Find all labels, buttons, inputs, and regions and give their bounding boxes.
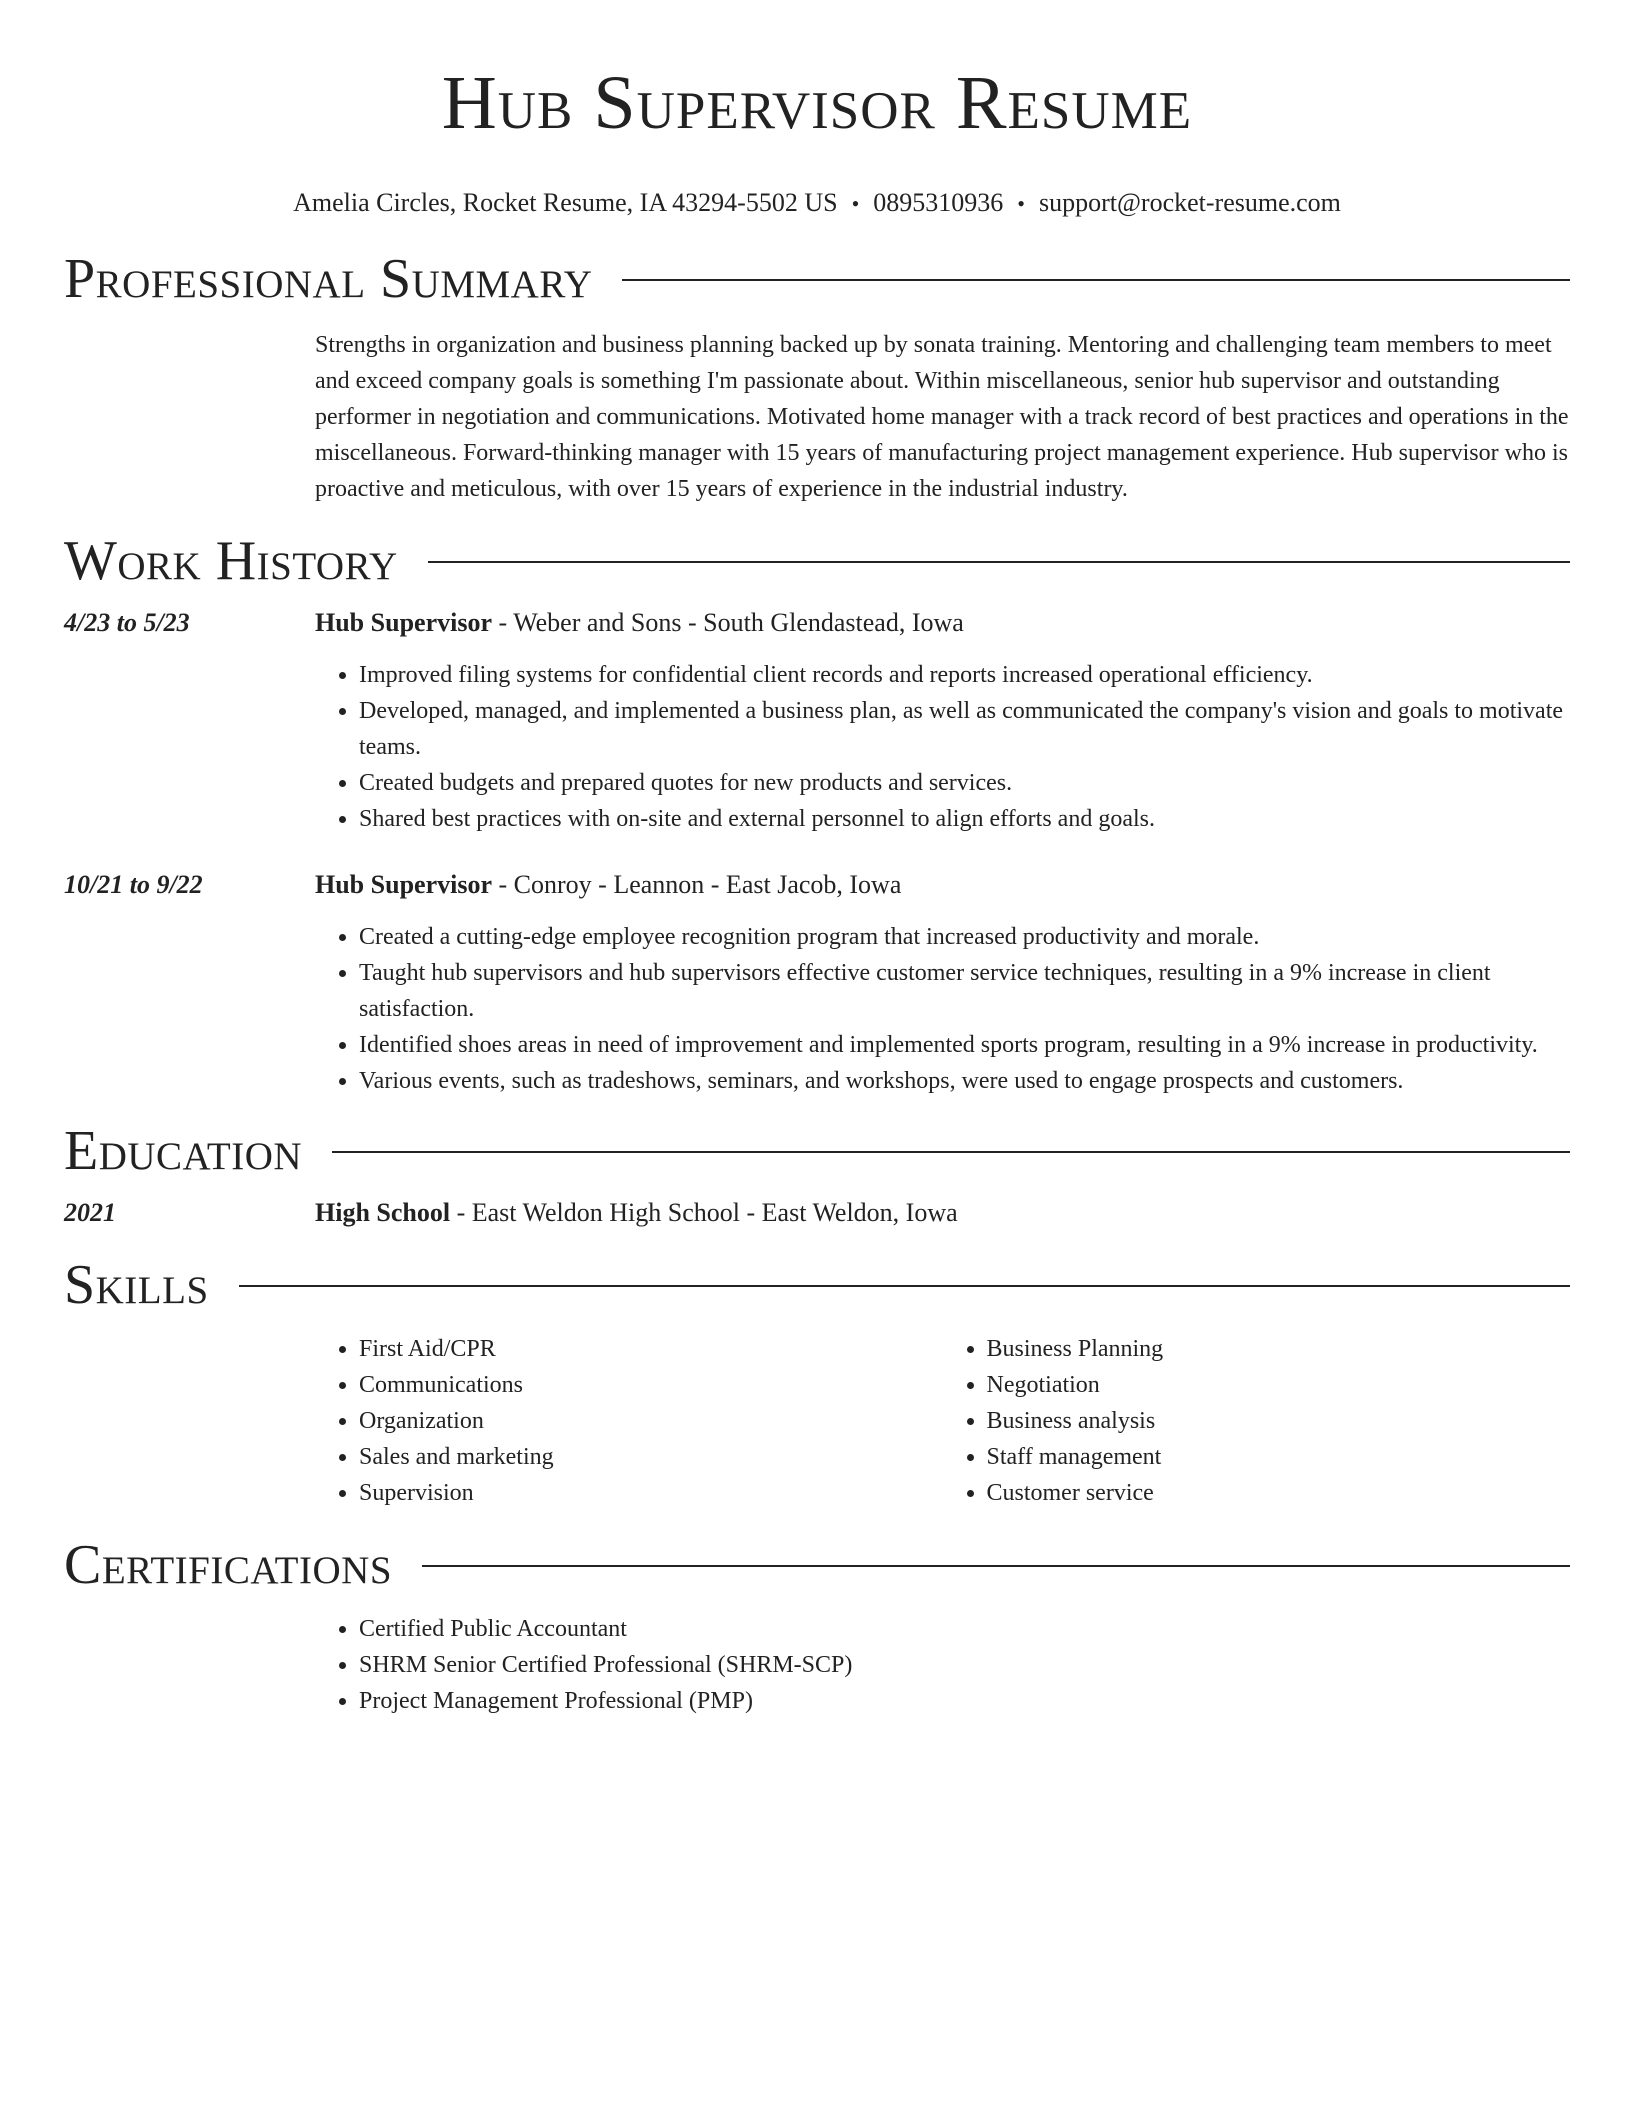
education-heading: [315, 1195, 1570, 1231]
section-divider: [422, 1565, 1570, 1567]
job-details: - Weber and Sons - South Glendastead, Iowa: [492, 608, 964, 637]
list-item: • Taught hub supervisors and hub supervisors effective customer service techniques, resulting in a 9% increase in client satisfaction.: [359, 955, 1570, 1027]
section-divider: [332, 1151, 1570, 1153]
job-entry: [64, 605, 1570, 837]
list-item: • Customer service: [987, 1475, 1571, 1511]
certifications-row: [64, 1611, 1570, 1719]
list-item: • Business analysis: [987, 1403, 1571, 1439]
section-heading: Skills: [64, 1254, 209, 1316]
list-item: • Various events, such as tradeshows, seminars, and workshops, were used to engage prospects and customers.: [359, 1063, 1570, 1099]
job-bullets: [315, 919, 1570, 1099]
list-item: • Shared best practices with on-site and external personnel to align efforts and goals.: [359, 801, 1570, 837]
job-dates: 4/23 to 5/23: [64, 608, 190, 637]
section-summary-header: [64, 247, 1570, 311]
contact-line: [64, 188, 1570, 219]
education-entry: [64, 1195, 1570, 1231]
list-item: • Created budgets and prepared quotes for new products and services.: [359, 765, 1570, 801]
job-heading: [315, 867, 1570, 903]
list-item: • SHRM Senior Certified Professional (SHRM-SCP): [359, 1647, 1570, 1683]
skills-column-right: [943, 1331, 1571, 1511]
email: support@rocket-resume.com: [1038, 188, 1341, 217]
list-item: • Organization: [359, 1403, 943, 1439]
section-divider: [622, 279, 1570, 281]
list-item: • Certified Public Accountant: [359, 1611, 1570, 1647]
summary-row: [64, 327, 1570, 507]
summary-text: Strengths in organization and business planning backed up by sonata training. Mentoring and challenging team members to meet and exceed company goals is something I'm passionate about. Within miscellaneous, senior hub supervisor and outstanding performer in negotiation and communications. Motivated home manager with a track record of best practices and operations in the miscellaneous. Forward-thinking manager with 15 years of manufacturing project management experience. Hub supervisor who is proactive and meticulous, with over 15 years of experience in the industrial industry.: [315, 332, 1569, 502]
section-heading: Work History: [64, 530, 398, 592]
skills-row: [64, 1331, 1570, 1511]
certifications-list: [315, 1611, 1570, 1719]
separator: •: [851, 191, 860, 216]
education-degree: High School: [315, 1198, 451, 1227]
skills-grid: [315, 1331, 1570, 1511]
job-heading: [315, 605, 1570, 641]
list-item: • Supervision: [359, 1475, 943, 1511]
list-item: • Project Management Professional (PMP): [359, 1683, 1570, 1719]
education-year: 2021: [64, 1198, 116, 1227]
list-item: • Created a cutting-edge employee recognition program that increased productivity and morale.: [359, 919, 1570, 955]
phone: 0895310936: [873, 188, 1004, 217]
education-details: - East Weldon High School - East Weldon, Iowa: [450, 1198, 958, 1227]
section-divider: [239, 1285, 1570, 1287]
section-work-header: [64, 529, 1570, 593]
list-item: • Staff management: [987, 1439, 1571, 1475]
list-item: • First Aid/CPR: [359, 1331, 943, 1367]
list-item: • Developed, managed, and implemented a business plan, as well as communicated the company's vision and goals to motivate teams.: [359, 693, 1570, 765]
job-dates: 10/21 to 9/22: [64, 870, 203, 899]
skills-column-left: [315, 1331, 943, 1511]
list-item: • Business Planning: [987, 1331, 1571, 1367]
section-heading: Certifications: [64, 1534, 393, 1596]
job-bullets: [315, 657, 1570, 837]
section-divider: [428, 561, 1570, 563]
section-heading: Education: [64, 1120, 303, 1182]
list-item: • Sales and marketing: [359, 1439, 943, 1475]
section-skills-header: [64, 1253, 1570, 1317]
separator: •: [1017, 191, 1025, 216]
section-certifications-header: [64, 1533, 1570, 1597]
job-title: Hub Supervisor: [315, 870, 492, 899]
list-item: • Improved filing systems for confidential client records and reports increased operational efficiency.: [359, 657, 1570, 693]
section-heading: Professional Summary: [64, 248, 593, 310]
list-item: • Negotiation: [987, 1367, 1571, 1403]
job-entry: [64, 867, 1570, 1099]
resume-title: Hub Supervisor Resume: [441, 61, 1193, 145]
address: Amelia Circles, Rocket Resume, IA 43294-5502 US: [293, 188, 838, 217]
section-education-header: [64, 1119, 1570, 1183]
job-title: Hub Supervisor: [315, 608, 492, 637]
list-item: • Communications: [359, 1367, 943, 1403]
list-item: • Identified shoes areas in need of improvement and implemented sports program, resulting in a 9% increase in productivity.: [359, 1027, 1570, 1063]
job-details: - Conroy - Leannon - East Jacob, Iowa: [492, 870, 902, 899]
